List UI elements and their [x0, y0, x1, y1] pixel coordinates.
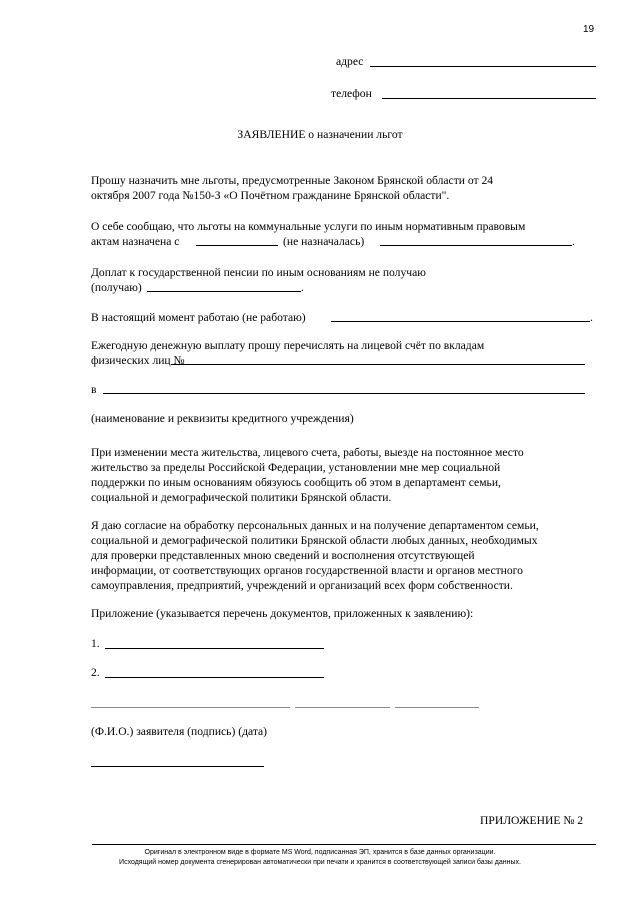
phone-field-line[interactable]: [382, 98, 596, 99]
para2-line1: О себе сообщаю, что льготы на коммунальные услуги по иным нормативным правовым: [91, 220, 526, 233]
attachments-heading: Приложение (указывается перечень документов, приложенных к заявлению):: [91, 607, 474, 620]
applicant-name-line[interactable]: [91, 707, 290, 708]
para5-line2: физических лиц №: [91, 354, 185, 367]
bank-caption: (наименование и реквизиты кредитного учреждения): [91, 412, 354, 425]
para7-line5: самоуправления, предприятий, учреждений и организаций всех форм собственности.: [91, 579, 513, 592]
signature-caption: (Ф.И.О.) заявителя (подпись) (дата): [91, 725, 268, 738]
extra-signature-line[interactable]: [91, 766, 264, 767]
para1-line2: октября 2007 года №150-З «О Почётном гражданине Брянской области".: [91, 189, 450, 202]
para3-line2-end: .: [301, 281, 304, 294]
para6-line3: поддержки по иным основаниям обязуюсь сообщить об этом в департамент семьи,: [91, 476, 501, 489]
bank-prefix: в: [91, 383, 97, 396]
para7-line4: информации, от соответствующих органов государственной власти и органов местного: [91, 564, 523, 577]
attachment-item-2-number: 2.: [91, 666, 100, 679]
para7-line3: для проверки представленных мною сведений и восполнения отсутствующей: [91, 549, 475, 562]
para1-line1: Прошу назначить мне льготы, предусмотренные Законом Брянской области от 24: [91, 174, 494, 187]
benefit-start-date-line[interactable]: [196, 245, 278, 246]
document-title: ЗАЯВЛЕНИЕ о назначении льгот: [237, 128, 403, 141]
appendix-label: ПРИЛОЖЕНИЕ № 2: [480, 814, 584, 827]
attachment-item-2-line[interactable]: [105, 677, 324, 678]
para4-end: .: [590, 311, 593, 324]
bank-details-line[interactable]: [103, 393, 585, 394]
para6-line2: жительство за пределы Российской Федерации, установлении мне мер социальной: [91, 461, 501, 474]
para7-line1: Я даю согласие на обработку персональных данных и на получение департаментом семьи,: [91, 519, 539, 532]
pension-supplement-line[interactable]: [147, 291, 301, 292]
para2-line2-end: .: [572, 235, 575, 248]
benefit-details-line[interactable]: [380, 245, 572, 246]
para6-line1: При изменении места жительства, лицевого счета, работы, выезде на постоянное место: [91, 446, 524, 459]
address-label: адрес: [336, 55, 364, 68]
para2-line2-b: (не назначалась): [283, 235, 365, 248]
para5-line1: Ежегодную денежную выплату прошу перечислять на лицевой счёт по вкладам: [91, 339, 485, 352]
footer-divider: [92, 844, 596, 845]
employment-line[interactable]: [331, 321, 590, 322]
page-number: 19: [583, 24, 595, 35]
address-field-line[interactable]: [370, 66, 596, 67]
footer-line-2: Исходящий номер документа сгенерирован автоматически при печати и хранится в соответствующей записи базы данных.: [119, 859, 521, 866]
para3-line2-a: (получаю): [91, 281, 142, 294]
attachment-item-1-number: 1.: [91, 637, 100, 650]
footer-line-1: Оригинал в электронном виде в формате MS Word, подписанная ЭП, хранится в базе данных организации.: [144, 849, 496, 856]
para3-line1: Доплат к государственной пенсии по иным основаниям не получаю: [91, 266, 426, 279]
para2-line2-a: актам назначена с: [91, 235, 180, 248]
phone-label: телефон: [331, 87, 372, 100]
account-number-line[interactable]: [171, 364, 585, 365]
para6-line4: социальной и демографической политики Брянской области.: [91, 491, 392, 504]
date-line[interactable]: [395, 707, 479, 708]
para4-text: В настоящий момент работаю (не работаю): [91, 311, 306, 324]
attachment-item-1-line[interactable]: [105, 648, 324, 649]
para7-line2: социальной и демографической политики Брянской области любых данных, необходимых: [91, 534, 538, 547]
signature-line[interactable]: [295, 707, 390, 708]
